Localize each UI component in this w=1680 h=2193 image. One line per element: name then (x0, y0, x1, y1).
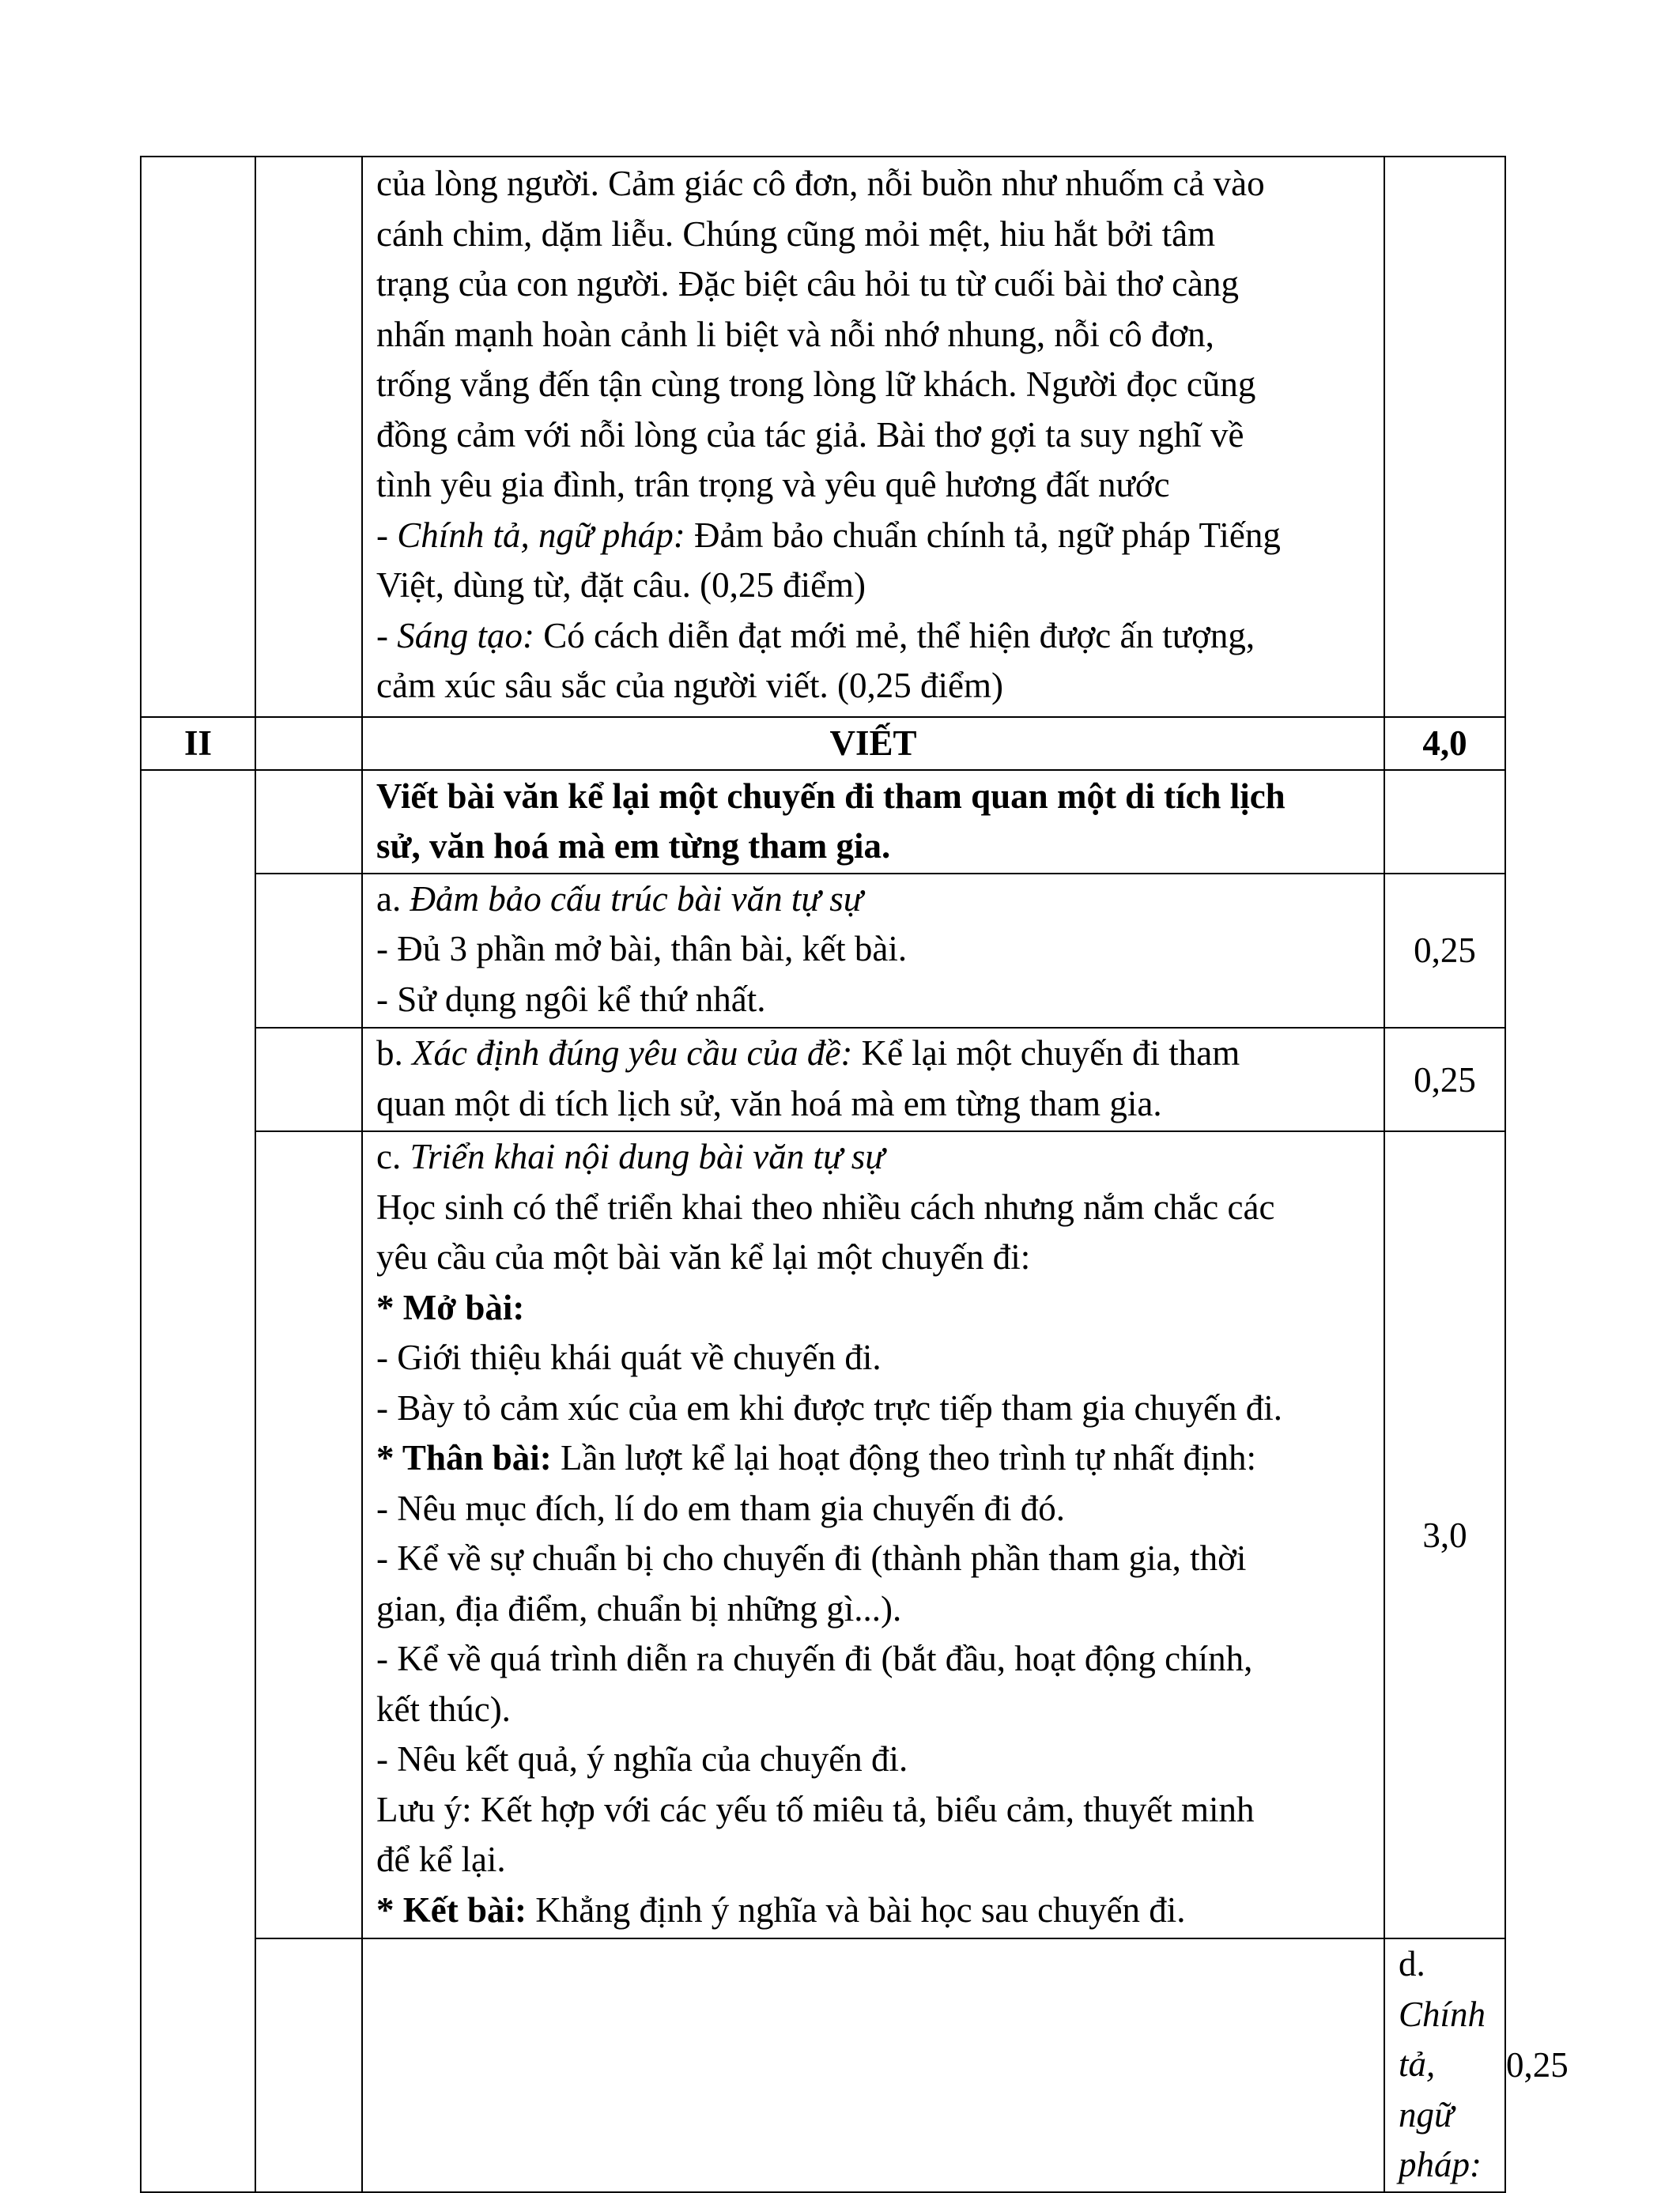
luu-y-line: Lưu ý: Kết hợp với các yếu tố miêu tả, biểu cảm, thuyết minh (376, 1789, 1255, 1829)
cell-section (141, 157, 255, 717)
prompt-row (141, 770, 1505, 874)
section-number: II (141, 717, 255, 770)
part-a-heading (376, 874, 1371, 925)
than-bai-item: kết thúc). (376, 1689, 511, 1729)
cell-score (1384, 157, 1505, 717)
cell-question (255, 770, 362, 874)
table-row (141, 874, 1505, 1029)
part-c-score: 3,0 (1384, 1131, 1505, 1938)
table-row (141, 1028, 1505, 1131)
mo-bai-item: - Bày tỏ cảm xúc của em khi được trực tiếp tham gia chuyến đi. (376, 1387, 1282, 1428)
chinh-ta-line-2: Việt, dùng từ, đặt câu. (0,25 điểm) (376, 565, 866, 605)
part-b-line: quan một di tích lịch sử, văn hoá mà em từng tham gia. (376, 1083, 1162, 1123)
section-title: VIẾT (362, 717, 1384, 770)
cell-score (1384, 770, 1505, 874)
than-bai-text: Lần lượt kể lại hoạt động theo trình tự nhất định: (551, 1438, 1256, 1478)
chinh-ta-line (376, 511, 1371, 561)
cell-section-merged (141, 770, 255, 2192)
section-score: 4,0 (1384, 717, 1505, 770)
part-c-label: Triển khai nội dung bài văn tự sự (410, 1137, 885, 1176)
para-line: trống vắng đến tận cùng trong lòng lữ khách. Người đọc cũng (376, 364, 1256, 404)
than-bai-item: - Nêu kết quả, ý nghĩa của chuyến đi. (376, 1739, 908, 1779)
part-b-prefix: b. (376, 1033, 412, 1073)
ket-bai-label: * Kết bài: (376, 1889, 527, 1930)
part-c-cell (362, 1131, 1384, 1938)
para-line: đồng cảm với nỗi lòng của tác giả. Bài thơ gợi ta suy nghĩ về (376, 414, 1244, 455)
para-line: nhấn mạnh hoàn cảnh li biệt và nỗi nhớ nhung, nỗi cô đơn, (376, 314, 1214, 354)
part-a-label: Đảm bảo cấu trúc bài văn tự sự (410, 878, 863, 919)
part-b-text: Kể lại một chuyến đi tham (852, 1033, 1240, 1073)
cell-content (362, 157, 1384, 717)
part-a-score: 0,25 (1384, 874, 1505, 1029)
part-c-intro: yêu cầu của một bài văn kể lại một chuyến đi: (376, 1237, 1031, 1277)
than-bai-label: * Thân bài: (376, 1438, 552, 1478)
part-c-heading (376, 1132, 1371, 1183)
part-b-heading (376, 1029, 1371, 1079)
cell-question (255, 717, 362, 770)
prompt-line: sử, văn hoá mà em từng tham gia. (376, 826, 891, 866)
sang-tao-line (376, 611, 1371, 662)
part-a-cell (362, 874, 1384, 1029)
cell-section (255, 1938, 362, 2192)
part-d-label: Chính tả, ngữ pháp: (1399, 1994, 1486, 2184)
chinh-ta-label: - Chính tả, ngữ pháp: (376, 515, 685, 555)
part-d-heading (1399, 1939, 1492, 2191)
part-b-score: 0,25 (1384, 1028, 1505, 1131)
sang-tao-label: - Sáng tạo: (376, 615, 534, 655)
part-b-label: Xác định đúng yêu cầu của đề: (412, 1033, 853, 1073)
part-c-intro: Học sinh có thể triển khai theo nhiều cách nhưng nắm chắc các (376, 1187, 1275, 1227)
part-d-cell (1384, 1938, 1505, 2192)
sang-tao-text: Có cách diễn đạt mới mẻ, thể hiện được ấn tượng, (534, 615, 1255, 655)
part-b-cell (362, 1028, 1384, 1131)
luu-y-line: để kể lại. (376, 1840, 506, 1879)
sang-tao-line-2: cảm xúc sâu sắc của người viết. (0,25 điểm) (376, 666, 1003, 705)
cell-question (255, 1028, 362, 1131)
part-d-prefix: d. (1399, 1944, 1425, 1984)
cell-question (255, 874, 362, 1029)
mo-bai-item: - Giới thiệu khái quát về chuyến đi. (376, 1338, 882, 1377)
para-line: tình yêu gia đình, trân trọng và yêu quê hương đất nước (376, 465, 1170, 504)
ket-bai-text: Khẳng định ý nghĩa và bài học sau chuyến đi. (526, 1889, 1186, 1930)
table-row: d. Chính tả, ngữ pháp: 0,25 (141, 1938, 1505, 2192)
para-line: của lòng người. Cảm giác cô đơn, nỗi buồn như nhuốm cả vào (376, 164, 1265, 203)
than-bai-item: - Kể về sự chuẩn bị cho chuyến đi (thành phần tham gia, thời (376, 1538, 1247, 1578)
prompt-line: Viết bài văn kể lại một chuyến đi tham quan một di tích lịch (376, 776, 1285, 816)
cell-question (255, 1131, 362, 1938)
chinh-ta-text: Đảm bảo chuẩn chính tả, ngữ pháp Tiếng (685, 515, 1281, 555)
part-a-line: - Đủ 3 phần mở bài, thân bài, kết bài. (376, 929, 908, 968)
section-header-row (141, 717, 1505, 770)
cell-question (255, 157, 362, 717)
table-row (141, 157, 1505, 717)
part-a-line: - Sử dụng ngôi kể thứ nhất. (376, 979, 766, 1019)
mo-bai-label: * Mở bài: (376, 1287, 525, 1327)
cell-question (362, 1938, 1384, 2192)
table-row (141, 1131, 1505, 1938)
part-a-prefix: a. (376, 878, 410, 919)
than-bai-item: - Nêu mục đích, lí do em tham gia chuyến đi đó. (376, 1488, 1066, 1528)
para-line: trạng của con người. Đặc biệt câu hỏi tu từ cuối bài thơ càng (376, 264, 1240, 304)
grading-table (140, 156, 1569, 2193)
than-bai-item: - Kể về quá trình diễn ra chuyến đi (bắt đầu, hoạt động chính, (376, 1639, 1253, 1678)
than-bai-item: gian, địa điểm, chuẩn bị những gì...). (376, 1588, 902, 1629)
para-line: cánh chim, dặm liễu. Chúng cũng mỏi mệt, hiu hắt bởi tâm (376, 213, 1216, 254)
prompt-cell (362, 770, 1384, 874)
part-c-prefix: c. (376, 1137, 410, 1176)
